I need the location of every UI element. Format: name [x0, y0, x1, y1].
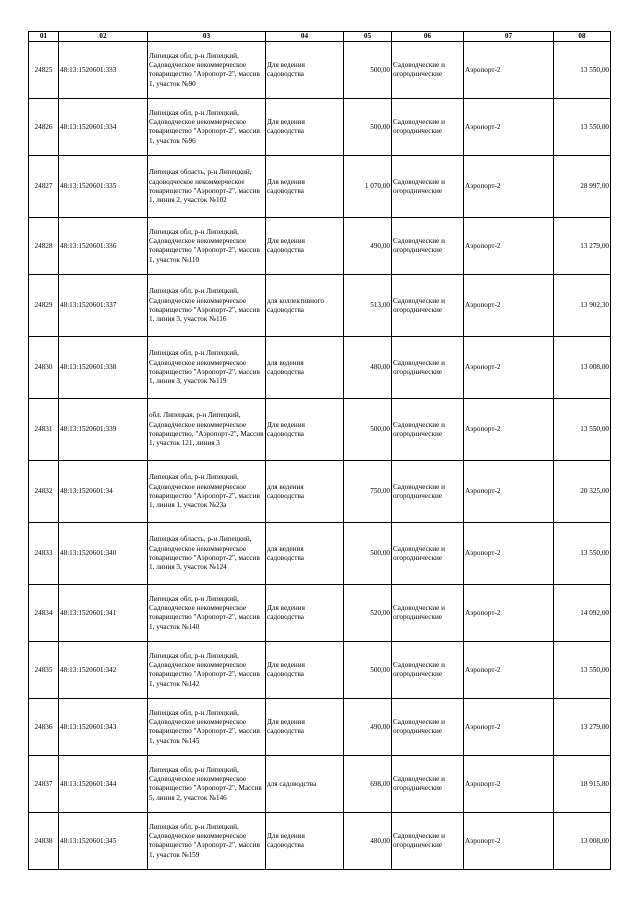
- cell-area: 490,00: [344, 699, 392, 756]
- column-header-02: 02: [59, 32, 148, 42]
- cell-cadastral-value: 14 092,00: [554, 585, 611, 642]
- table-row: [29, 642, 611, 699]
- cell-address: [148, 399, 266, 461]
- cell-cadastral-value: 13 550,00: [554, 42, 611, 99]
- cell-address: [148, 523, 266, 585]
- column-header-07: 07: [464, 32, 554, 42]
- address-text: Липецкая обл, р-н Липецкий, Садоводческое некоммерческое товарищество "Аэропорт-2", Массив 5, линия 2, участок №146: [149, 765, 262, 802]
- cell-permitted-use: для ведения садоводства: [266, 523, 344, 585]
- table-row: [29, 813, 611, 870]
- cell-cadastral-value: 13 279,00: [554, 699, 611, 756]
- cell-address: [148, 585, 266, 642]
- cell-zone-name: Аэропорт-2: [464, 523, 554, 585]
- header-row: [29, 32, 611, 42]
- cell-row-number: 24833: [29, 523, 59, 585]
- cell-area: 1 070,00: [344, 156, 392, 218]
- cell-zone-name: Аэропорт-2: [464, 156, 554, 218]
- cell-cadastral-number: 48:13:1520601:335: [59, 156, 148, 218]
- cell-area: 513,00: [344, 275, 392, 337]
- cell-cadastral-value: 13 008,00: [554, 337, 611, 399]
- cell-row-number: 24832: [29, 461, 59, 523]
- cell-zone-name: Аэропорт-2: [464, 642, 554, 699]
- column-header-08: 08: [554, 32, 611, 42]
- cell-zone-name: Аэропорт-2: [464, 399, 554, 461]
- cell-permitted-use: для ведения садоводства: [266, 461, 344, 523]
- cell-land-category: Садоводческие и огороднические: [392, 813, 464, 870]
- cell-area: 500,00: [344, 99, 392, 156]
- cell-permitted-use: Для ведения садоводства: [266, 99, 344, 156]
- cell-permitted-use: Для ведения садоводства: [266, 42, 344, 99]
- cell-area: 480,00: [344, 337, 392, 399]
- column-header-01: 01: [29, 32, 59, 42]
- table-row: [29, 756, 611, 813]
- cell-row-number: 24837: [29, 756, 59, 813]
- cell-cadastral-number: 48:13:1520601:344: [59, 756, 148, 813]
- cell-area: 500,00: [344, 42, 392, 99]
- cell-land-category: Садоводческие и огороднические: [392, 218, 464, 275]
- address-text: Липецкая обл, р-н Липецкий, Садоводческое некоммерческое товарищество "Аэропорт-2", массив 1, линия 3, участок №119: [149, 349, 260, 386]
- cell-cadastral-number: 48:13:1520601:334: [59, 99, 148, 156]
- cell-cadastral-number: 48:13:1520601:336: [59, 218, 148, 275]
- cell-cadastral-number: 48:13:1520601:338: [59, 337, 148, 399]
- cell-permitted-use: Для ведения садоводства: [266, 699, 344, 756]
- column-header-06: 06: [392, 32, 464, 42]
- cell-cadastral-number: 48:13:1520601:341: [59, 585, 148, 642]
- cell-zone-name: Аэропорт-2: [464, 337, 554, 399]
- address-text: Липецкая обл, р-н Липецкий, Садоводческое некоммерческое товарищество "Аэропорт-2", массив 1, линия 3, участок №116: [149, 287, 260, 324]
- cell-zone-name: Аэропорт-2: [464, 585, 554, 642]
- cell-zone-name: Аэропорт-2: [464, 99, 554, 156]
- cadastral-value-table: [28, 31, 611, 870]
- cell-row-number: 24829: [29, 275, 59, 337]
- table-row: [29, 461, 611, 523]
- cell-area: 490,00: [344, 218, 392, 275]
- table-row: [29, 42, 611, 99]
- cell-area: 750,00: [344, 461, 392, 523]
- cell-cadastral-value: 13 550,00: [554, 399, 611, 461]
- cell-zone-name: Аэропорт-2: [464, 699, 554, 756]
- cell-cadastral-number: 48:13:1520601:343: [59, 699, 148, 756]
- cell-row-number: 24838: [29, 813, 59, 870]
- cell-cadastral-value: 13 550,00: [554, 642, 611, 699]
- cell-cadastral-value: 13 008,00: [554, 813, 611, 870]
- cell-permitted-use: Для ведения садоводства: [266, 218, 344, 275]
- cell-zone-name: Аэропорт-2: [464, 756, 554, 813]
- table-row: [29, 99, 611, 156]
- address-text: Липецкая обл, р-н Липецкий, Садоводческое некоммерческое товарищество "Аэропорт-2", массив 1, участок №159: [149, 822, 260, 859]
- cell-land-category: Садоводческие и огороднические: [392, 399, 464, 461]
- cell-address: [148, 218, 266, 275]
- address-text: Липецкая обл, р-н Липецкий, Садоводческое некоммерческое товарищество "Аэропорт-2", массив 1, участок №142: [149, 651, 260, 688]
- cell-land-category: Садоводческие и огороднические: [392, 756, 464, 813]
- table-row: [29, 337, 611, 399]
- cell-area: 500,00: [344, 642, 392, 699]
- cell-address: [148, 42, 266, 99]
- cell-row-number: 24826: [29, 99, 59, 156]
- table-row: [29, 699, 611, 756]
- address-text: обл. Липецкая, р-н Липецкий, Садоводческое некоммерческое товарищество, "Аэропорт-2", Массив 1, участок 121, линия 3: [149, 411, 264, 448]
- column-header-03: 03: [148, 32, 266, 42]
- column-header-05: 05: [344, 32, 392, 42]
- cell-land-category: Садоводческие и огороднические: [392, 99, 464, 156]
- table-row: [29, 275, 611, 337]
- cell-cadastral-value: 20 325,00: [554, 461, 611, 523]
- cell-cadastral-value: 13 550,00: [554, 523, 611, 585]
- cell-zone-name: Аэропорт-2: [464, 275, 554, 337]
- address-text: Липецкая область, р-н Липецкий, Садоводческое некоммерческое товарищество "Аэропорт-2", массив 1, линия 3, участок №124: [149, 535, 260, 572]
- cell-row-number: 24830: [29, 337, 59, 399]
- cell-row-number: 24831: [29, 399, 59, 461]
- table-row: [29, 156, 611, 218]
- cell-row-number: 24835: [29, 642, 59, 699]
- cell-address: [148, 99, 266, 156]
- address-text: Липецкая область, р-н Липецкий, садоводческое некоммерческое товарищество "Аэропорт-2", массив 1, линия 2, участок №102: [149, 168, 260, 205]
- cell-land-category: Садоводческие и огороднические: [392, 642, 464, 699]
- cell-land-category: Садоводческие и огороднические: [392, 42, 464, 99]
- table-row: [29, 523, 611, 585]
- cell-row-number: 24825: [29, 42, 59, 99]
- table-row: [29, 218, 611, 275]
- column-header-04: 04: [266, 32, 344, 42]
- cell-cadastral-value: 13 279,00: [554, 218, 611, 275]
- cell-permitted-use: для ведения садоводства: [266, 337, 344, 399]
- cell-area: 500,00: [344, 523, 392, 585]
- cell-cadastral-number: 48:13:1520601:339: [59, 399, 148, 461]
- cell-address: [148, 461, 266, 523]
- cell-land-category: Садоводческие и огороднические: [392, 585, 464, 642]
- cell-address: [148, 642, 266, 699]
- cell-address: [148, 275, 266, 337]
- cell-land-category: Садоводческие и огороднические: [392, 523, 464, 585]
- cell-zone-name: Аэропорт-2: [464, 813, 554, 870]
- cell-permitted-use: Для ведения садоводства: [266, 399, 344, 461]
- cell-zone-name: Аэропорт-2: [464, 42, 554, 99]
- cell-cadastral-number: 48:13:1520601:34: [59, 461, 148, 523]
- cell-cadastral-number: 48:13:1520601:345: [59, 813, 148, 870]
- cell-address: [148, 813, 266, 870]
- cell-permitted-use: Для ведения садоводства: [266, 642, 344, 699]
- table-row: [29, 399, 611, 461]
- address-text: Липецкая обл, р-н Липецкий, Садоводческое некоммерческое товарищество "Аэропорт-2", массив 1, линия 1, участок №23а: [149, 473, 260, 510]
- cell-zone-name: Аэропорт-2: [464, 461, 554, 523]
- cell-row-number: 24836: [29, 699, 59, 756]
- address-text: Липецкая обл, р-н Липецкий, Садоводческое некоммерческое товарищество "Аэропорт-2", массив 1, участок №140: [149, 594, 260, 631]
- cell-permitted-use: для коллективного садоводства: [266, 275, 344, 337]
- address-text: Липецкая обл, р-н Липецкий, Садоводческое некоммерческое товарищество "Аэропорт-2", массив 1, участок №96: [149, 108, 260, 145]
- cell-permitted-use: Для ведения садоводства: [266, 813, 344, 870]
- cell-cadastral-number: 48:13:1520601:340: [59, 523, 148, 585]
- cell-address: [148, 756, 266, 813]
- cell-address: [148, 156, 266, 218]
- cell-land-category: Садоводческие и огороднические: [392, 156, 464, 218]
- table-row: [29, 585, 611, 642]
- cell-zone-name: Аэропорт-2: [464, 218, 554, 275]
- cell-cadastral-value: 13 550,00: [554, 99, 611, 156]
- address-text: Липецкая обл, р-н Липецкий, Садоводческое некоммерческое товарищество "Аэропорт-2", массив 1, участок №90: [149, 51, 260, 88]
- cell-cadastral-number: 48:13:1520601:333: [59, 42, 148, 99]
- cell-permitted-use: для садоводства: [266, 756, 344, 813]
- cell-land-category: Садоводческие и огороднические: [392, 699, 464, 756]
- cell-permitted-use: Для ведения садоводства: [266, 585, 344, 642]
- cell-row-number: 24828: [29, 218, 59, 275]
- cell-land-category: Садоводческие и огороднические: [392, 275, 464, 337]
- cell-address: [148, 337, 266, 399]
- cell-area: 520,00: [344, 585, 392, 642]
- cell-row-number: 24827: [29, 156, 59, 218]
- cell-permitted-use: Для ведения садоводства: [266, 156, 344, 218]
- cell-cadastral-value: 18 915,80: [554, 756, 611, 813]
- cell-land-category: Садоводческие и огороднические: [392, 337, 464, 399]
- cell-cadastral-value: 13 902,30: [554, 275, 611, 337]
- cell-cadastral-value: 28 997,00: [554, 156, 611, 218]
- cell-address: [148, 699, 266, 756]
- cell-row-number: 24834: [29, 585, 59, 642]
- cell-area: 480,00: [344, 813, 392, 870]
- cell-cadastral-number: 48:13:1520601:342: [59, 642, 148, 699]
- address-text: Липецкая обл, р-н Липецкий, Садоводческое некоммерческое товарищество "Аэропорт-2", массив 1, участок №110: [149, 227, 260, 264]
- address-text: Липецкая обл, р-н Липецкий, Садоводческое некоммерческое товарищество "Аэропорт-2", массив 1, участок №145: [149, 708, 260, 745]
- cell-area: 500,00: [344, 399, 392, 461]
- cell-cadastral-number: 48:13:1520601:337: [59, 275, 148, 337]
- cell-land-category: Садоводческие и огороднические: [392, 461, 464, 523]
- cell-area: 698,00: [344, 756, 392, 813]
